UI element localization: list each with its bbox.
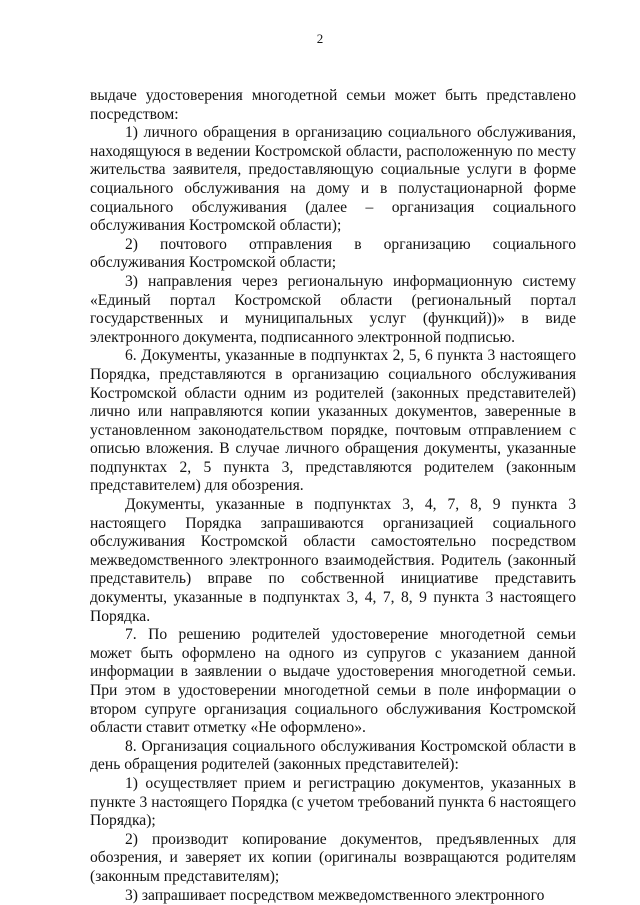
paragraph-clause-8-item-1: 1) осуществляет прием и регистрацию документов, указанных в пункте 3 настоящего Порядка (с учетом требований пункта 6 настоящего Порядка); [90, 774, 576, 830]
paragraph-item-1-personal-visit: 1) личного обращения в организацию социального обслуживания, находящуюся в ведении Костромской области, расположенную по месту жительства заявителя, предоставляющую социальные услуги в форме социального обслуживания на дому и в полустационарной форме социального обслуживания (далее – организация социального обслуживания Костромской области); [90, 124, 576, 235]
paragraph-continuation: выдаче удостоверения многодетной семьи может быть представлено посредством: [90, 87, 576, 123]
paragraph-clause-8: 8. Организация социального обслуживания Костромской области в день обращения родителей (законных представителей): [90, 737, 576, 774]
paragraph-clause-8-item-3: 3) запрашивает посредством межведомственного электронного [125, 886, 545, 904]
paragraph-clause-8-item-2: 2) производит копирование документов, предъявленных для обозрения, и заверяет их копии (оригиналы возвращаются родителям (законным представителям); [90, 830, 576, 885]
paragraph-clause-6: 6. Документы, указанные в подпунктах 2, 5, 6 пункта 3 настоящего Порядка, представляются в организацию социального обслуживания Костромской области одним из родителей (законных представителей) лично или направляются копии указанных документов, заверенные в установленном законодательством порядке, почтовым отправлением с описью вложения. В случае личного обращения документы, указанные подпунктах 2, 5 пункта 3, представляются родителем (законным представителем) для обозрения. [90, 347, 576, 495]
paragraph-item-3-portal: 3) направления через региональную информационную систему «Единый портал Костромской области (региональный портал государственных и муниципальных услуг (функций))» в виде электронного документа, подписанного электронной подписью. [90, 272, 576, 346]
paragraph-item-2-postal: 2) почтового отправления в организацию социального обслуживания Костромской области; [90, 235, 576, 272]
page-number: 2 [316, 31, 324, 46]
paragraph-clause-6-documents: Документы, указанные в подпунктах 3, 4, 7, 8, 9 пункта 3 настоящего Порядка запрашиваются организацией социального обслуживания Костромской области самостоятельно посредством межведомственного электронного взаимодействия. Родитель (законный представитель) вправе по собственной инициативе представить документы, указанные в подпунктах 3, 4, 7, 8, 9 пункта 3 настоящего Порядка. [90, 496, 576, 625]
document-body [90, 87, 576, 905]
paragraph-clause-7: 7. По решению родителей удостоверение многодетной семьи может быть оформлено на одного из супругов с указанием данной информации в заявлении о выдаче удостоверения многодетной семьи. При этом в удостоверении многодетной семьи в поле информации о втором супруге организация социального обслуживания Костромской области ставит отметку «Не оформлено». [90, 626, 576, 737]
